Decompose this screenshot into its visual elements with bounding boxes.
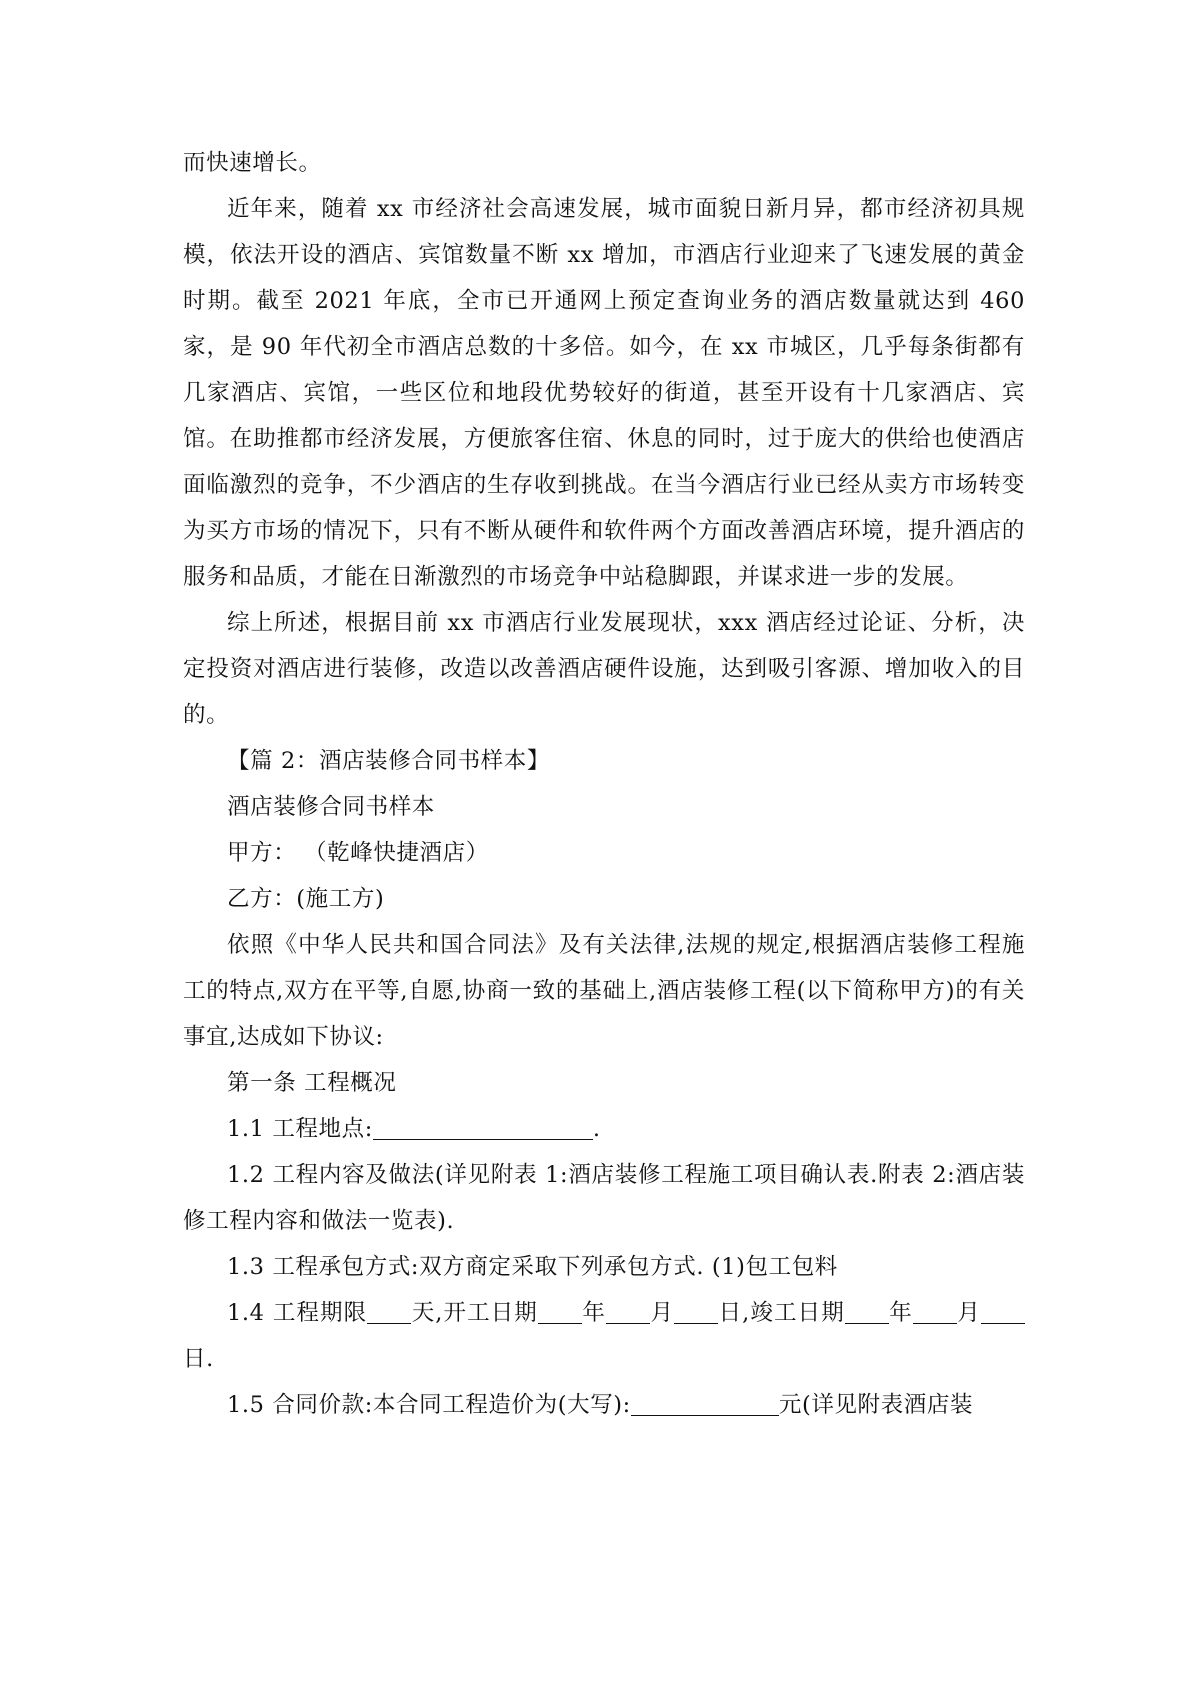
end-day-blank: [981, 1299, 1025, 1324]
article-1-heading: 第一条 工程概况: [227, 1070, 397, 1096]
start-month-blank: [606, 1299, 650, 1324]
paragraph-conclusion: 综上所述，根据目前 xx 市酒店行业发展现状，xxx 酒店经过论证、分析，决定投资对酒店进行装修，改造以改善酒店硬件设施，达到吸引客源、增加收入的目的。: [183, 610, 1025, 728]
item-1-4-label: 1.4 工程期限: [227, 1300, 368, 1326]
item-1-1-label: 1.1 工程地点:: [227, 1116, 373, 1142]
year-label-2: 年: [888, 1300, 913, 1326]
item-1-5-label: 1.5 合同价款:本合同工程造价为(大写):: [227, 1392, 631, 1418]
month-label-2: 月: [956, 1300, 981, 1326]
start-year-blank: [538, 1299, 582, 1324]
section-heading: 【篇 2：酒店装修合同书样本】: [227, 748, 550, 774]
item-1-5-end: 元(详见附表酒店装: [778, 1392, 974, 1418]
contract-preamble: 依照《中华人民共和国合同法》及有关法律,法规的规定,根据酒店装修工程施工的特点,双方在平等,自愿,协商一致的基础上,酒店装修工程(以下简称甲方)的有关事宜,达成如下协议:: [183, 932, 1025, 1050]
days-blank: [367, 1299, 411, 1324]
location-blank: [373, 1115, 593, 1140]
end-month-blank: [913, 1299, 957, 1324]
item-1-2-content: 1.2 工程内容及做法(详见附表 1:酒店装修工程施工项目确认表.附表 2:酒店装修工程内容和做法一览表).: [183, 1162, 1025, 1234]
party-b: 乙方：(施工方): [227, 886, 385, 912]
day-label-2: 日.: [183, 1346, 214, 1372]
item-1-5-price: [183, 1382, 1025, 1428]
item-1-1-end: .: [592, 1116, 601, 1142]
price-blank: [631, 1391, 779, 1416]
item-1-3-contract-mode: 1.3 工程承包方式:双方商定采取下列承包方式. (1)包工包料: [227, 1254, 838, 1280]
paragraph-continuation: 而快速增长。: [183, 150, 322, 176]
year-label: 年: [581, 1300, 606, 1326]
document-body: [183, 140, 1025, 1428]
contract-title: 酒店装修合同书样本: [227, 794, 435, 820]
month-label: 月: [650, 1300, 675, 1326]
item-1-4-duration: [183, 1290, 1025, 1382]
paragraph-industry-background: 近年来，随着 xx 市经济社会高速发展，城市面貌日新月异，都市经济初具规模，依法开设的酒店、宾馆数量不断 xx 增加，市酒店行业迎来了飞速发展的黄金时期。截至 2021 年底，全市已开通网上预定查询业务的酒店数量就达到 460 家，是 90 年代初全市酒店总数的十多倍。如今，在 xx 市城区，几乎每条街都有几家酒店、宾馆，一些区位和地段优势较好的街道，甚至开设有十几家酒店、宾馆。在助推都市经济发展，方便旅客住宿、休息的同时，过于庞大的供给也使酒店面临激烈的竞争，不少酒店的生存收到挑战。在当今酒店行业已经从卖方市场转变为买方市场的情况下，只有不断从硬件和软件两个方面改善酒店环境，提升酒店的服务和品质，才能在日渐激烈的市场竞争中站稳脚跟，并谋求进一步的发展。: [183, 196, 1025, 590]
start-date-label: 天,开工日期: [411, 1300, 538, 1326]
end-year-blank: [845, 1299, 889, 1324]
end-date-label: 日,竣工日期: [718, 1300, 845, 1326]
item-1-1-location: [183, 1106, 1025, 1152]
party-a: 甲方： （乾峰快捷酒店）: [227, 840, 489, 866]
start-day-blank: [674, 1299, 718, 1324]
